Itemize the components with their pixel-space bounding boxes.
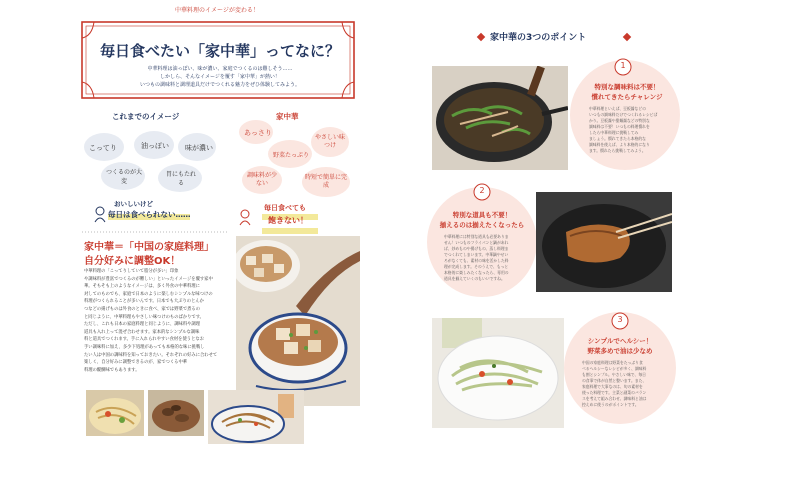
point-1-number: 1: [620, 61, 626, 70]
pan-fried-chicken-photo: [536, 192, 672, 292]
point-2-number: 2: [479, 186, 485, 195]
section-heading-1: 家中華＝「中国の家庭料理」: [84, 242, 214, 253]
old-bubble-2: 油っぽい: [141, 142, 169, 150]
intro-text: 中華料理は油っぽい、味が濃い、家庭でつくるのは難しそう…… しかしら、そんなイメージを覆す「家中華」が熱い！ いつもの調味料と調理道具だけでつくれる魅力をぜひ体験してみよう。: [139, 66, 300, 88]
point-1-body: 中華料理といえば、豆板醤などの いつもの調味料だけでつくれるレシピば かり。豆板醤や甜麺醤などの特別な 調味料は不要！いつもの料理慣れを したら中華料理に挑戦してみ ましょう。慣れてきたら本格的な 調味料を使えば、より本格的になり ます。慣れたら挑戦してみよう。: [589, 106, 658, 153]
header-ornament-left: [477, 33, 485, 41]
new-footer-2: 飽きない！: [268, 216, 308, 225]
mapo-tofu-photo: [236, 236, 360, 406]
point-2-body: 中華料理には特別な道具も必要ありま せん！いつものフライパンと鍋があれ ば、炒めものや揚げもの、蒸し料理ま でつくれてしまいます。中華鍋やせい ろがなくても、素材の味を活かした料 理が完成します。そのうえで、もっと 本格的に楽しみたくなったら、専用の 道具を揃えていくのもいいですね。: [444, 234, 509, 281]
new-image-heading: 家中華: [276, 112, 299, 121]
old-bubble-5: 胃にもたれる: [165, 171, 196, 187]
body-text: 中華料理の「こってりしていて脂分が多い」印象 や調味料が豊富でつくるのが難しい」といったイメージを覆す家中 華。そもそも上のようなイメージは、多く外食の中華料理に 対してのものでも、家庭で日本のように楽しむシンプルな味つけの 料理がつくられることが多いんです。日本でも大ぶりのとんか つなどの揚げものは外食のときに食べ、家では野菜で煮るの と同じように、中華料理もやさしい味つけのものばかりです。 ただし、これも日本の家庭料理と同じように、調味料や調理 道具も入れ上って混ぜ合わせます。家本的なシンプルな調味 料と道具でつくれます。手に入れられやすい食材を使うとなお 手い調味料に加え、多少下処理があっても本格的な味に挑戦し たい人は中国の調味料を知っておきたい。それぞれの好みに合わせて 楽しく、自分好みに調整できるのが、家でつくる中華 料理の醍醐味でもあります。: [84, 269, 218, 373]
new-bubble-2: 野菜たっぷり: [272, 152, 309, 159]
person-icon: [240, 210, 250, 225]
new-footer-1: 毎日食べても: [264, 204, 306, 212]
stir-fry-photo: [432, 66, 568, 170]
point-1-title: 特別な調味料は不要！ 慣れてきたらチャレンジ: [591, 83, 663, 101]
point-3-number: 3: [617, 315, 623, 324]
point-3-body: 中国の家庭料理は野菜をたっぷり食 べるヘルシーなレシピが多く、調味料 も割とシンプル。やさしい味で、毎日 の食事で体が自然と整います。また、 家庭料理で大事なのは、旬の素材を 使った料理です。主菜と副菜のバラン スを考えて組み合わせ、調味料と油は 控えめに使うのがポイントです。: [582, 360, 647, 407]
right-page: [400, 0, 800, 495]
points-header: 家中華の3つのポイント: [490, 33, 587, 43]
header-ornament-right: [623, 33, 631, 41]
new-bubble-4: 調味料が少ない: [246, 172, 277, 187]
old-bubble-3: 味が濃い: [185, 144, 213, 152]
old-image-heading: これまでのイメージ: [112, 112, 180, 121]
noodles-photo: [208, 390, 304, 444]
noodle-salad-photo: [86, 390, 144, 436]
old-bubble-4: つくるのが大変: [106, 169, 143, 185]
noodle-plate-photo: [432, 318, 564, 428]
point-3-title: シンプルでヘルシー！ 野菜多めで油は少なめ: [587, 337, 653, 355]
new-bubble-5: 時短で簡単に完成: [305, 174, 348, 189]
new-bubble-3: やさしい味つけ: [314, 134, 345, 149]
new-bubble-1: あっさり: [244, 129, 272, 137]
kicker: 中華料理のイメージが変わる！: [175, 7, 259, 14]
page-title: 毎日食べたい「家中華」ってなに？: [99, 42, 340, 60]
point-2-title: 特別な道具も不要！ 揃えるのは揃えたくなったら: [439, 211, 525, 229]
old-bubble-1: こってり: [89, 144, 117, 152]
section-heading-2: 自分好みに調整OK！: [84, 256, 181, 267]
beef-dish-photo: [148, 390, 204, 436]
old-footer-2: 毎日は食べられない……: [108, 210, 191, 219]
old-footer-1: おいしいけど: [114, 200, 153, 208]
highlight-new-2: [262, 228, 318, 234]
person-icon: [95, 207, 105, 222]
